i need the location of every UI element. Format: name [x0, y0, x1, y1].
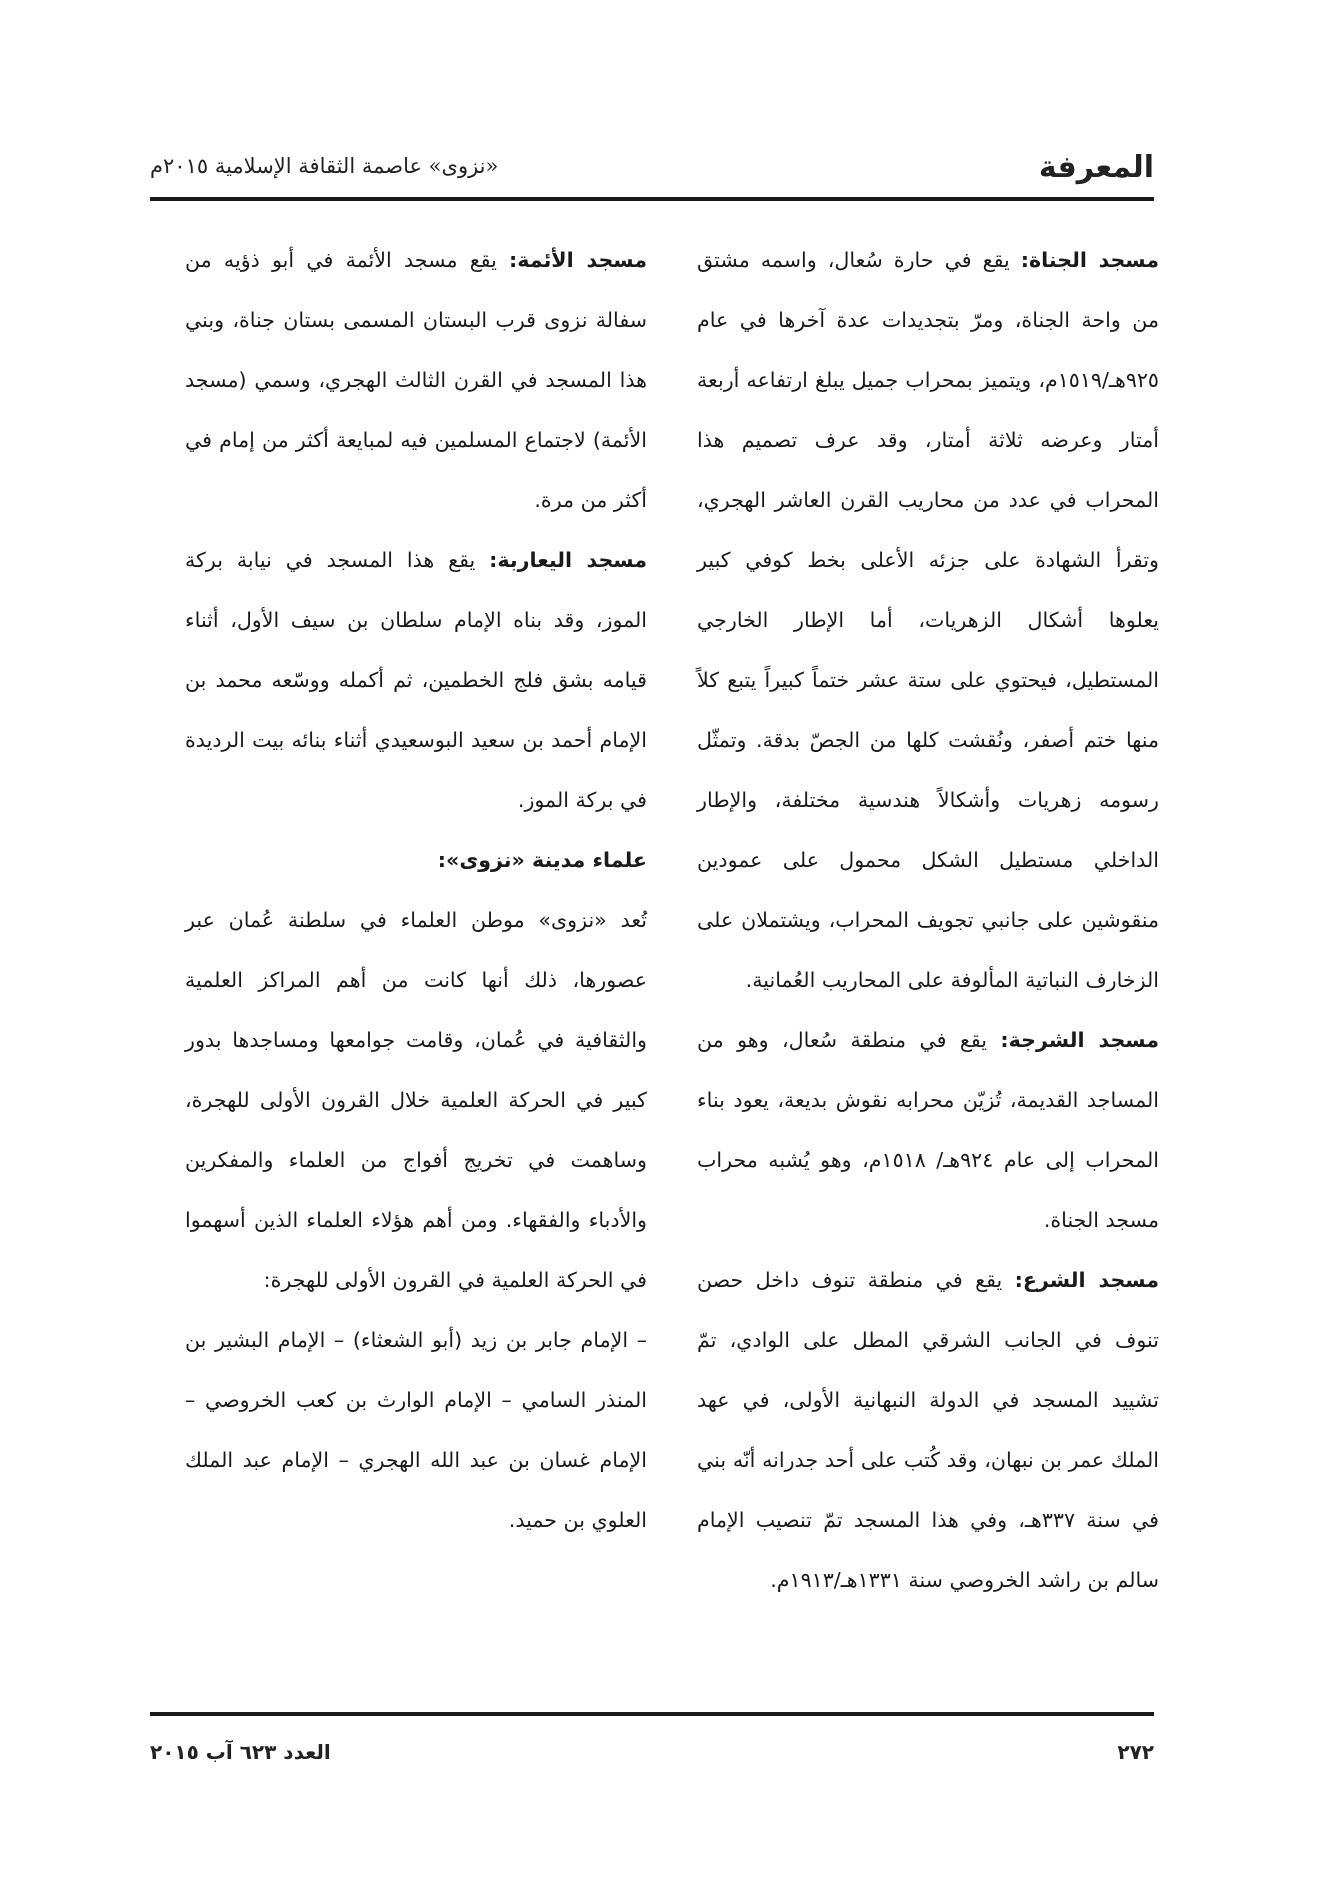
term-sharja-mosque: مسجد الشرجة: [1000, 1028, 1159, 1052]
paragraph-imams-mosque [185, 230, 647, 530]
paragraph-scholars-list: – الإمام جابر بن زيد (أبو الشعثاء) – الإمام البشير بن المنذر السامي – الإمام الوارث بن كعب الخروصي – الإمام غسان بن عبد الله الهجري – الإمام عبد الملك العلوي بن حميد. [185, 1328, 647, 1532]
page-number: ٢٧٢ [1117, 1740, 1154, 1764]
footer-rule [150, 1712, 1154, 1716]
paragraph-yaariba-mosque [185, 530, 647, 830]
section-heading-scholars: علماء مدينة «نزوى»: [437, 848, 647, 872]
running-title: «نزوى» عاصمة الثقافة الإسلامية ٢٠١٥م [150, 154, 499, 178]
term-imams-mosque: مسجد الأئمة: [509, 248, 647, 272]
left-column [185, 230, 647, 1550]
text-yaariba-mosque: يقع هذا المسجد في نيابة بركة الموز، وقد بناه الإمام سلطان بن سيف الأول، أثناء قيامه بشق فلج الخطمين، ثم أكمله ووسّعه محمد بن الإمام أحمد بن سعيد البوسعيدي أثناء بنائه بيت الرديدة في بركة الموز. [185, 548, 647, 812]
paragraph-scholars-intro: تُعد «نزوى» موطن العلماء في سلطنة عُمان عبر عصورها، ذلك أنها كانت من أهم المراكز العلمية والثقافية في عُمان، وقامت جوامعها ومساجدها بدور كبير في الحركة العلمية خلال القرون الأولى للهجرة، وساهمت في تخريج أفواج من العلماء والمفكرين والأدباء والفقهاء. ومن أهم هؤلاء العلماء الذين أسهموا في الحركة العلمية في القرون الأولى للهجرة: [185, 908, 647, 1292]
header-rule [150, 197, 1154, 201]
text-sharja-mosque: يقع في منطقة سُعال، وهو من المساجد القديمة، تُزيّن محرابه نقوش بديعة، يعود بناء المحراب إلى عام ٩٢٤هـ/ ١٥١٨م، وهو يُشبه محراب مسجد الجناة. [697, 1028, 1159, 1232]
page-footer [150, 1740, 1154, 1770]
paragraph-jinah-mosque [697, 230, 1159, 1010]
right-column [697, 230, 1159, 1610]
issue-info: العدد ٦٢٣ آب ٢٠١٥ [150, 1740, 331, 1764]
paragraph-shara-mosque [697, 1250, 1159, 1610]
text-jinah-mosque: يقع في حارة سُعال، واسمه مشتق من واحة الجناة، ومرّ بتجديدات عدة آخرها في عام ٩٢٥هـ/١٥١٩م، ويتميز بمحراب جميل يبلغ ارتفاعه أربعة أمتار وعرضه ثلاثة أمتار، وقد عرف تصميم هذا المحراب في عدد من محاريب القرن العاشر الهجري، وتقرأ الشهادة على جزئه الأعلى بخط كوفي كبير يعلوها أشكال الزهريات، أما الإطار الخارجي المستطيل، فيحتوي على ستة عشر ختماً كبيراً يتبع كلاً منها ختم أصفر، ونُقشت كلها من الجصّ بدقة. وتمثّل رسومه زهريات وأشكالاً هندسية مختلفة، والإطار الداخلي مستطيل الشكل محمول على عمودين منقوشين على جانبي تجويف المحراب، ويشتملان على الزخارف النباتية المألوفة على المحاريب العُمانية. [697, 248, 1159, 992]
paragraph-sharja-mosque [697, 1010, 1159, 1250]
term-jinah-mosque: مسجد الجناة: [1020, 248, 1160, 272]
magazine-logo: المعرفة [1038, 150, 1154, 185]
text-imams-mosque: يقع مسجد الأئمة في أبو ذؤيه من سفالة نزوى قرب البستان المسمى بستان جناة، وبني هذا المسجد في القرن الثالث الهجري، وسمي (مسجد الأئمة) لاجتماع المسلمين فيه لمبايعة أكثر من إمام في أكثر من مرة. [185, 248, 647, 512]
page-header [150, 150, 1154, 200]
text-shara-mosque: يقع في منطقة تنوف داخل حصن تنوف في الجانب الشرقي المطل على الوادي، تمّ تشييد المسجد في الدولة النبهانية الأولى، في عهد الملك عمر بن نبهان، وقد كُتب على أحد جدرانه أنّه بني في سنة ٣٣٧هـ، وفي هذا المسجد تمّ تنصيب الإمام سالم بن راشد الخروصي سنة ١٣٣١هـ/١٩١٣م. [697, 1268, 1159, 1592]
term-shara-mosque: مسجد الشرع: [1014, 1268, 1159, 1292]
term-yaariba-mosque: مسجد اليعاربة: [489, 548, 647, 572]
